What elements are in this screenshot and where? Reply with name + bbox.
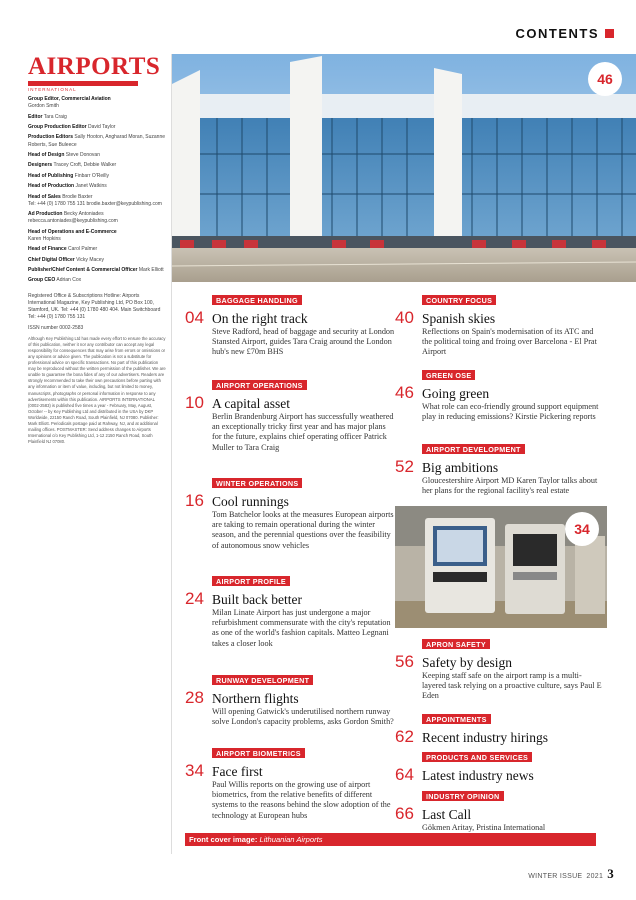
story-item[interactable] (395, 365, 605, 422)
story-title: A capital asset (212, 396, 290, 411)
issue-year: 2021 (586, 873, 604, 880)
story-item[interactable] (185, 290, 395, 358)
story-page: 10 (185, 393, 204, 412)
address: Registered Office & Subscriptions Hotline: Airports International Magazine, Key Publishing Ltd, PO Box 100, Stamford, UK. Tel: +44 (0) 1780 480 404. Main Switchboard Tel: +44 (0) 1780 755 131 (28, 292, 161, 321)
staff-entry: Head of Publishing Finbarr O'Reilly (28, 172, 109, 179)
staff-entry: Group CEO Adrian Cox (28, 277, 82, 284)
story-item[interactable] (395, 709, 605, 746)
story-title: Going green (422, 386, 490, 401)
magazine-logo (28, 53, 161, 92)
story-tag: COUNTRY FOCUS (422, 295, 496, 305)
staff-entry: Head of Sales Brodie Baxter Tel: +44 (0) 1780 755 131 brodie.baxter@keypublishing.com (28, 193, 162, 207)
story-desc: Tom Batchelor looks at the measures European airports are taking to remain operational during the winter season, and the perennial questions over the feasibility of autonomous snow vehicles (212, 510, 394, 550)
story-item[interactable] (185, 743, 395, 821)
story-tag: AIRPORT PROFILE (212, 576, 290, 586)
story-item[interactable] (185, 670, 395, 727)
story-page: 52 (395, 457, 414, 476)
story-page: 04 (185, 308, 204, 327)
contents-label: CONTENTS (515, 26, 599, 41)
story-title: Spanish skies (422, 311, 496, 326)
story-item[interactable] (395, 786, 605, 833)
cover-credit (185, 833, 596, 846)
story-desc: Berlin Brandenburg Airport has successfully weathered an exceptionally tricky first year and has major plans for the future, explains chief operating officer Patrick Muller to Tara Craig (212, 412, 394, 452)
staff-entry: Head of Production Janet Watkins (28, 183, 107, 190)
story-item[interactable] (185, 473, 395, 551)
staff-entry: Group Production Editor David Taylor (28, 123, 116, 130)
staff-entry: Production Editors Sally Hooton, Angharad Moran, Suzanne Roberts, Sue Buleece (28, 134, 166, 148)
story-tag: APPOINTMENTS (422, 714, 491, 724)
page-badge-46: 46 (588, 62, 622, 96)
story-item[interactable] (185, 571, 395, 649)
staff-entry: Designers Tracey Croft, Debbie Walker (28, 162, 117, 169)
story-desc: Keeping staff safe on the airport ramp is a multi-layered task relying on a proactive culture, says Paul E Eden (422, 671, 602, 701)
staff-entry: Publisher/Chief Content & Commercial Officer Mark Elliott (28, 267, 164, 274)
staff-entry: Editor Tara Craig (28, 113, 67, 120)
story-page: 28 (185, 688, 204, 707)
staff-entry: Group Editor, Commercial Aviation Gordon Smith (28, 96, 111, 110)
story-desc: Gökmen Aritay, Pristina International (422, 823, 546, 832)
story-title: Northern flights (212, 691, 299, 706)
logo-word: AIRPORTS (28, 53, 161, 80)
story-tag: RUNWAY DEVELOPMENT (212, 675, 313, 685)
staff-entry: Head of Operations and E-Commerce Karen Hopkins (28, 228, 117, 242)
story-title: Last Call (422, 807, 472, 822)
story-page: 66 (395, 804, 414, 823)
story-title: Cool runnings (212, 494, 289, 509)
legal-notice: Although Key Publishing Ltd has made every effort to ensure the accuracy of this publication, neither it nor any contributor can accept any legal responsibility for consequences that may arise from errors or omissions or any opinions or advice given. The publication is not a substitute for professional advice on specific transactions. No part of this publication may be reproduced without the written permission of the publisher. We are unable to guarantee the bona fides of any of our advertisers. Readers are strongly recommended to take their own precautions before parting with any information or item of value, including, but not limited to money, manuscripts, photographs or personal information in response to any advertisements within this publication. AIRPORTS INTERNATIONAL (0002-2583) is published five times a year - February, May, August, October -- by Key Publishing Ltd and distributed in the USA by DKP Worldwide, 22150 Ranch Road, South Plainfield, NJ 07080. Publisher: Mark Elliott. Periodicals postage paid at Rahway, NJ, and at additional mailing offices. POSTMASTER: Send address changes to Airports International c/o Key Publishing Ltd, 1-12 2150 Ranch Road, South Plainfield NJ 07080. (28, 336, 166, 444)
story-title: Built back better (212, 592, 302, 607)
story-page: 46 (395, 383, 414, 402)
red-square-icon (605, 29, 614, 38)
story-item[interactable] (185, 375, 395, 453)
page-number: 3 (607, 866, 614, 881)
story-desc: Will opening Gatwick's underutilised northern runway solve London's capacity problems, asks Gordon Smith? (212, 707, 394, 727)
story-desc: Reflections on Spain's modernisation of its ATC and the political toing and froing over Barcelona - El Prat Airport (422, 327, 597, 357)
story-desc: Gloucestershire Airport MD Karen Taylor talks about her plans for the regional facility's real estate (422, 476, 598, 496)
page-footer (528, 866, 614, 882)
story-title: Safety by design (422, 655, 512, 670)
story-item[interactable] (395, 634, 605, 702)
story-title: Latest industry news (422, 768, 534, 783)
story-page: 16 (185, 491, 204, 510)
hero-image (172, 54, 636, 282)
story-title: Face first (212, 764, 263, 779)
story-tag: GREEN OSE (422, 370, 475, 380)
story-tag: APRON SAFETY (422, 639, 490, 649)
airport-terminal-illustration (172, 54, 636, 282)
story-tag: WINTER OPERATIONS (212, 478, 302, 488)
story-desc: Milan Linate Airport has just undergone a major refurbishment commensurate with the city's reputation as one of the world's fashion capitals. Matteo Legnani takes a closer look (212, 608, 391, 648)
story-desc: What role can eco-friendly ground support equipment play in reducing emissions? Kirstie Pickering reports (422, 402, 599, 422)
story-title: On the right track (212, 311, 308, 326)
staff-entry: Head of Finance Carol Palmer (28, 246, 98, 253)
cover-credit-label: Front cover image: (189, 835, 258, 844)
story-item[interactable] (395, 747, 605, 784)
story-page: 64 (395, 765, 414, 784)
staff-entry: Ad Production Becky Antoniades rebecca.antoniades@keypublishing.com (28, 211, 118, 225)
story-item[interactable] (395, 439, 605, 496)
story-tag: AIRPORT OPERATIONS (212, 380, 307, 390)
story-page: 62 (395, 727, 414, 746)
story-item[interactable] (395, 290, 605, 358)
story-tag: AIRPORT BIOMETRICS (212, 748, 305, 758)
story-tag: AIRPORT DEVELOPMENT (422, 444, 525, 454)
logo-sub: INTERNATIONAL (28, 87, 77, 92)
story-desc: Steve Radford, head of baggage and security at London Stansted Airport, guides Tara Craig around the London hub's new £70m BHS (212, 327, 395, 357)
issn: ISSN number 0002-2583 (28, 324, 84, 331)
story-page: 40 (395, 308, 414, 327)
masthead (28, 96, 166, 445)
page-badge-34: 34 (565, 512, 599, 546)
story-desc: Paul Willis reports on the growing use of airport biometrics, from the relative benefits of different systems to the reasons behind the slow adoption of the technology at European hubs (212, 780, 391, 820)
story-title: Recent industry hirings (422, 730, 548, 745)
story-page: 24 (185, 589, 204, 608)
story-title: Big ambitions (422, 460, 499, 475)
issue-label: WINTER ISSUE (528, 873, 583, 880)
contents-header (516, 26, 615, 41)
staff-entry: Head of Design Steve Donovan (28, 151, 100, 158)
cover-credit-value: Lithuanian Airports (259, 835, 323, 844)
story-page: 34 (185, 761, 204, 780)
story-tag: INDUSTRY OPINION (422, 791, 504, 801)
story-tag: BAGGAGE HANDLING (212, 295, 302, 305)
kiosk-image (395, 506, 607, 628)
staff-entry: Chief Digital Officer Vicky Macey (28, 256, 105, 263)
story-page: 56 (395, 652, 414, 671)
story-tag: PRODUCTS AND SERVICES (422, 752, 532, 762)
logo-bar (28, 81, 138, 86)
